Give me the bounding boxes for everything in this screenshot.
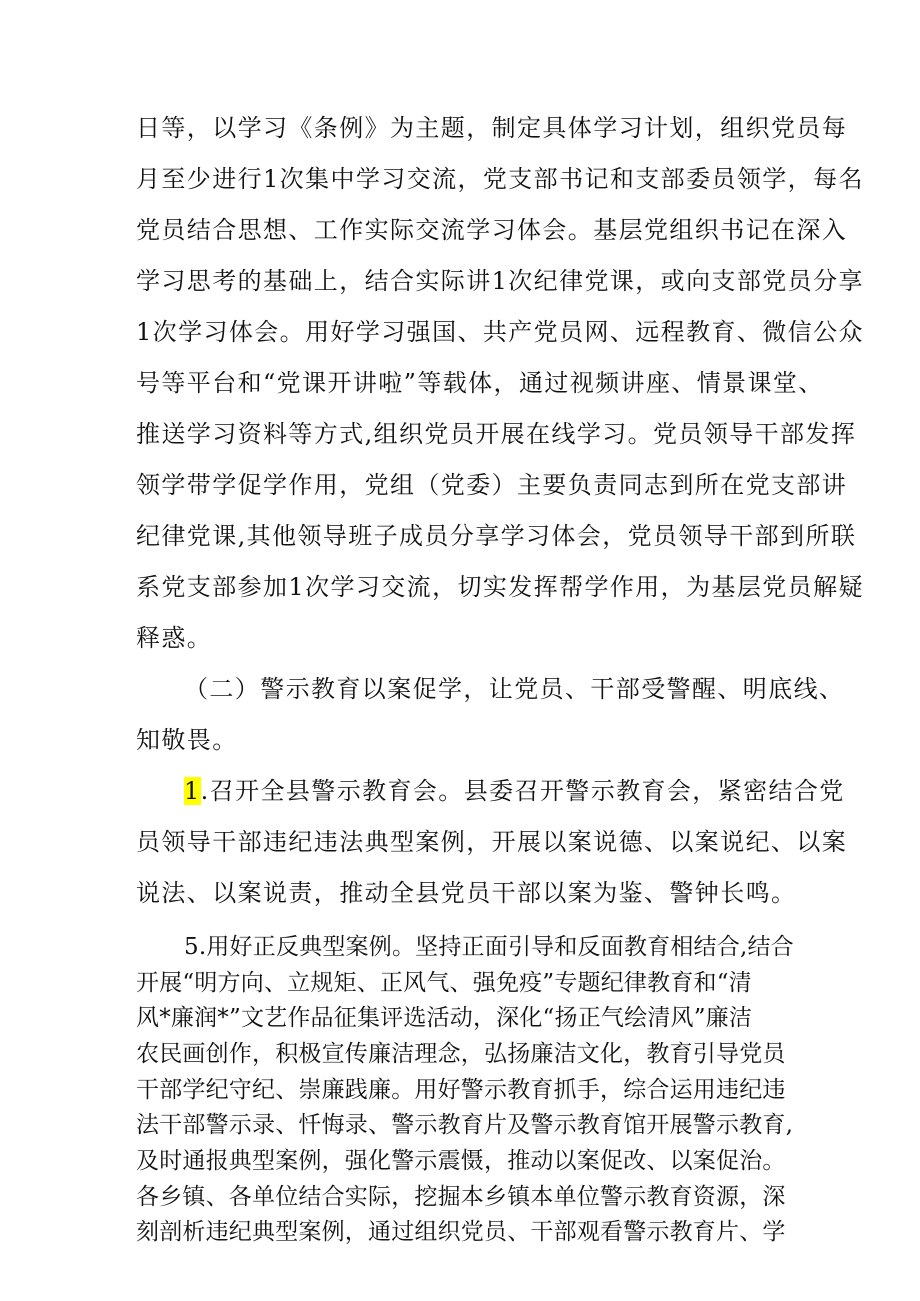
section-heading: （二）警示教育以案促学，让党员、干部受警醒、明底线、: [184, 675, 845, 703]
text-line: 日等，以学习《条例》为主题，制定具体学习计划，组织党员每: [136, 114, 848, 142]
text-line: 领学带学促学作用，党组（党委）主要负责同志到所在党支部讲: [136, 471, 848, 499]
text-line: 说法、以案说责，推动全县党员干部以案为鉴、警钟长鸣。: [136, 879, 797, 907]
text-line: 各乡镇、各单位结合实际，挖掘本乡镇本单位警示教育资源，深: [136, 1184, 786, 1210]
text-line: 刻剖析违纪典型案例，通过组织党员、干部观看警示教育片、学: [136, 1219, 786, 1245]
text-line: 纪律党课,其他领导班子成员分享学习体会，党员领导干部到所联: [136, 522, 857, 550]
text-line: 释惑。: [136, 624, 213, 652]
text-line: 月至少进行1次集中学习交流，党支部书记和支部委员领学，每名: [136, 165, 864, 193]
text-line: 及时通报典型案例，强化警示震慑，推动以案促改、以案促治。: [136, 1148, 786, 1174]
text-line: 开展“明方向、立规矩、正风气、强免疫”专题纪律教育和“清: [136, 970, 752, 996]
item-5-first-line: 5.用好正反典型案例。坚持正面引导和反面教育相结合,结合: [184, 934, 794, 960]
text-line: 党员结合思想、工作实际交流学习体会。基层党组织书记在深入: [136, 216, 848, 244]
text-line: 推送学习资料等方式,组织党员开展在线学习。党员领导干部发挥: [136, 420, 857, 448]
text-line: 学习思考的基础上，结合实际讲1次纪律党课，或向支部党员分享: [136, 267, 864, 295]
section-heading-continued: 知敬畏。: [136, 726, 238, 754]
text-line: 系党支部参加1次学习交流，切实发挥帮学作用，为基层党员解疑: [136, 573, 864, 601]
item-1-first-line: [184, 776, 845, 806]
text-line: 农民画创作，积极宣传廉洁理念，弘扬廉洁文化，教育引导党员: [136, 1041, 786, 1067]
text-line: 员领导干部违纪违法典型案例，开展以案说德、以案说纪、以案: [136, 828, 848, 856]
item-1-text: .召开全县警示教育会。县委召开警示教育会，紧密结合党: [200, 777, 845, 805]
highlighted-number: 1: [184, 777, 201, 805]
text-line: 干部学纪守纪、崇廉践廉。用好警示教育抓手，综合运用违纪违: [136, 1077, 786, 1103]
text-line: 风*廉润*”文艺作品征集评选活动，深化“扬正气绘清风”廉洁: [136, 1005, 753, 1031]
text-line: 1次学习体会。用好学习强国、共产党员网、远程教育、微信公众: [136, 318, 864, 346]
text-line: 号等平台和“党课开讲啦”等载体，通过视频讲座、情景课堂、: [136, 369, 824, 397]
text-line: 法干部警示录、忏悔录、警示教育片及警示教育馆开展警示教育,: [136, 1112, 794, 1138]
